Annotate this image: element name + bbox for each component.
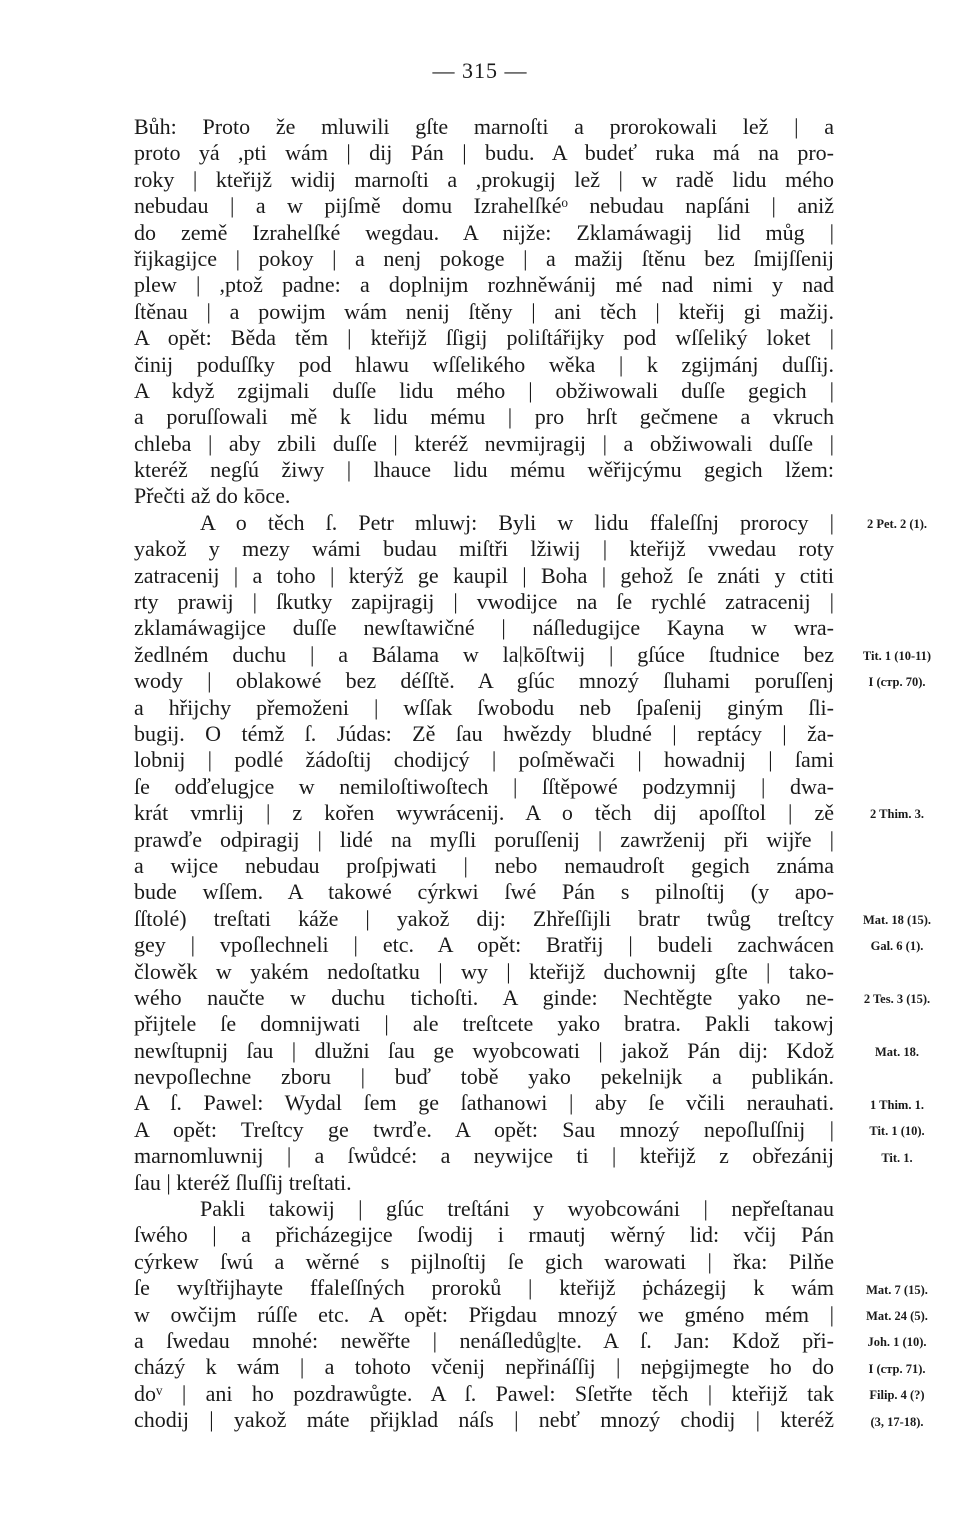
- text-line: nevpoſlechne zboru | buď tobě yako pekelnijk a publikán.: [134, 1064, 834, 1090]
- text-line: člowěk w yakém nedoſtatku | wy | kteřijž duchownij gſte | tako-: [134, 958, 834, 984]
- margin-reference: Filip. 4 (?): [869, 1388, 925, 1403]
- text-line: proto yá ,pti wám | dij Pán | budu. A budeť ruka má na pro-: [134, 140, 834, 166]
- text-line: roky | kteřijž widij marnoſti a ,prokugij lež | w radě lidu mého: [134, 166, 834, 192]
- text-line: a hřijchy přemoženi | wſſak ſwobodu neb ſpaſenij giným ſli-: [134, 694, 834, 720]
- margin-reference: Tit. 1.: [881, 1150, 913, 1165]
- text-line: marnomluwnij | a ſwůdcé: a neywijce ti | kteřijž z obřezánij: [134, 1143, 834, 1169]
- text-line: doᵛ | ani ho pozdrawůgte. A ſ. Pawel: Sſetřte těch | kteřijž tak: [134, 1380, 834, 1406]
- text-line: Pakli takowij | gſúc treſtáni y wyobcowáni | nepřeſtanau: [200, 1196, 834, 1222]
- margin-reference: 1 Thim. 1.: [870, 1097, 924, 1112]
- text-line: newſtupnij ſau | dlužni ſau ge wyobcowati | jakož Pán dij: Kdož: [134, 1037, 834, 1063]
- margin-reference: Mat. 18 (15).: [862, 913, 932, 927]
- text-line: zatracenij | a toho | kterýž ge kaupil | Boha | gehož ſe znáti y ctiti: [134, 562, 834, 588]
- text-line: krát vmrlij | z kořen wywrácenij. A o těch dij apoſſtol | zě: [134, 800, 834, 826]
- margin-reference: Mat. 7 (15).: [866, 1282, 928, 1297]
- margin-reference: Mat. 18.: [874, 1045, 920, 1059]
- text-line: gey | vpoſlechneli | etc. A opět: Bratřij | budeli zachwácen: [134, 932, 834, 958]
- text-line: A když zgijmali duſſe lidu mého | obžiwowali duſſe gegich |: [134, 377, 834, 403]
- text-line: a ſwedau mnohé: newěřte | nenáſledůg|te. A ſ. Jan: Kdož při-: [134, 1327, 834, 1353]
- text-line: ſe wyſtřijhayte ffaleſſných proroků | kteřijž ṗcházegij k wám: [134, 1275, 834, 1301]
- text-line: lobnij | podlé žádoſtij chodijcý | poſměwači | howadnij | ſami: [134, 747, 834, 773]
- text-line: wody | oblakowé bez déſſtě. A gſúc mnozý ſluhami poruſſenj: [134, 668, 834, 694]
- text-line: přijtele ſe domnijwati | ale treſtcete yako bratra. Pakli takowj: [134, 1011, 834, 1037]
- text-line: a poruſſowali mě k lidu mému | pro hrſt gečmene a vkruch: [134, 404, 834, 430]
- text-line: do země Izrahelſké wegdau. A nijže: Zklamáwagij lid můg |: [134, 219, 834, 245]
- text-line: a wijce nebudau proſpjwati | nebo nemaudroſt gegich známa: [134, 852, 834, 878]
- text-line: Bůh: Proto že mluwili gſte marnoſti a prorokowali lež | a: [134, 114, 834, 139]
- text-line: ſau | kteréž ſluſſij treſtati.: [134, 1169, 352, 1195]
- text-line: bugij. O témž ſ. Júdas: Zě ſau hwězdy bludné | reptácy | ža-: [134, 720, 834, 746]
- margin-reference: Tit. 1 (10).: [869, 1124, 925, 1139]
- text-line: chleba | aby zbili duſſe | kteréž nevmijragij | a obžiwowali duſſe |: [134, 430, 834, 456]
- text-line: A ſ. Pawel: Wydal ſem ge ſathanowi | aby ſe včili nerauhati.: [134, 1090, 834, 1116]
- body-text: [134, 114, 834, 1434]
- margin-reference: Mat. 24 (5).: [866, 1309, 928, 1323]
- text-line: rty prawij | ſkutky zapijragij | vwodijce na ſe rychlé zatracenij |: [134, 589, 834, 615]
- text-line: činij poduſſky pod hlawu wſſelikého wěka | k zgijmánj duſſij.: [134, 351, 834, 377]
- margin-reference: Tit. 1 (10-11): [862, 649, 932, 663]
- text-line: zklamáwagijce duſſe newſtawičné | náſledugijce Kayna w wra-: [134, 615, 834, 641]
- text-line: nebudau | a w pijſmě domu Izrahelſkéᵒ nebudau napſáni | aniž: [134, 193, 834, 219]
- text-line: yakož y mezy wámi budau miſtři lžiwij | kteřijž vwedau roty: [134, 536, 834, 562]
- text-line: wého naučte w duchu tichoſti. A ginde: Nechtěgte yako ne-: [134, 984, 834, 1010]
- text-line: ſe odďelugjce w nemiloſtiwoſtech | ſſtěpowé podzymnij | dwa-: [134, 773, 834, 799]
- text-line: Přečti až do kōce.: [134, 483, 291, 509]
- margin-reference: (3, 17-18).: [870, 1414, 924, 1429]
- text-line: w owčijm rúſſe etc. A opět: Přigdau mnozý we gméno mém |: [134, 1301, 834, 1327]
- text-line: kteréž negſú žiwy | lhauce lidu mému wěřijcýmu gegich lžem:: [134, 457, 834, 483]
- text-line: cházý k wám | a tohoto včenij nepřináſſij | neṗgijmegte ho do: [134, 1354, 834, 1380]
- margin-reference: 2 Pet. 2 (1).: [866, 517, 928, 531]
- text-line: chodij | yakož máte přijklad náſs | nebť mnozý chodij | kteréž: [134, 1407, 834, 1433]
- text-line: ſſtolé) treſtati káže | yakož dij: Zhřeſſijli bratr twůg treſtcy: [134, 905, 834, 931]
- margin-reference: 2 Tes. 3 (15).: [863, 992, 931, 1007]
- text-line: A opět: Běda těm | kteřijž ſſigij poliſtářijky pod wſſeliký loket |: [134, 325, 834, 351]
- text-line: bude wſſem. A takowé cýrkwi ſwé Pán s pilnoſtij (y apo-: [134, 879, 834, 905]
- text-line: A opět: Treſtcy ge twrďe. A opět: Sau mnozý nepoſluſſnij |: [134, 1116, 834, 1142]
- text-line: cýrkew ſwú a wěrné s pijlnoſtij ſe gich warowati | řka: Pilňe: [134, 1248, 834, 1274]
- text-line: ſtěnau | a powijm wám nenij ſtěny | ani těch | kteřij gi mažij.: [134, 298, 834, 324]
- text-line: A o těch ſ. Petr mluwj: Byli w lidu ffaleſſnj proroсy |: [200, 509, 834, 535]
- margin-reference: I (стр. 71).: [868, 1361, 926, 1376]
- margin-reference: Joh. 1 (10).: [867, 1335, 927, 1350]
- text-line: ſwého | a přicházegijce ſwodij i rmautj wěrný lid: včij Pán: [134, 1222, 834, 1248]
- text-line: řijkagijce | pokoy | a nenj pokoge | a mažij ſtěnu bez ſmijſſenij: [134, 245, 834, 271]
- margin-reference: I (стр. 70).: [868, 675, 926, 690]
- page-number: — 315 —: [432, 58, 528, 83]
- margin-reference: Gal. 6 (1).: [870, 939, 924, 954]
- margin-reference: 2 Thim. 3.: [870, 807, 924, 822]
- text-line: žedlném duchu | a Bálama w la|kōſtwij | gſúce ſtudnice bez: [134, 641, 834, 667]
- text-line: prawďe odpiragij | lidé na myſli poruſſenij | zawrženij při wijře |: [134, 826, 834, 852]
- text-line: plew | ,ptož padne: a doplnijm rozhněwánij mé nad nimi y nad: [134, 272, 834, 298]
